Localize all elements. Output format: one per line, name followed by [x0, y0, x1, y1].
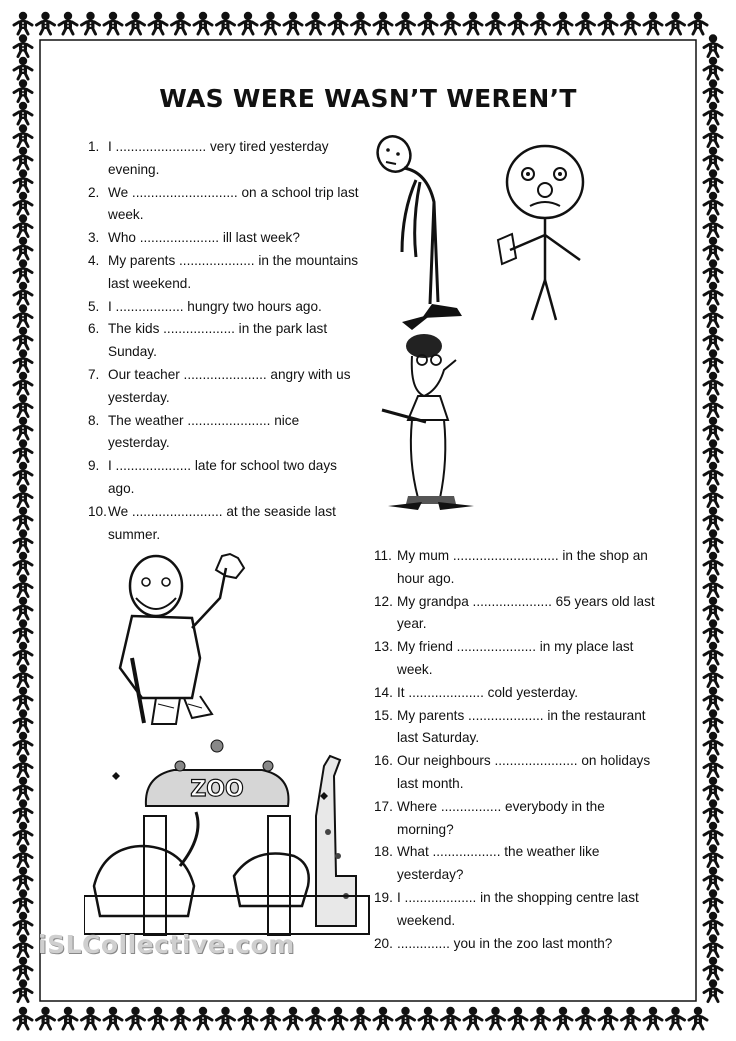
- question-number: 13.: [374, 639, 393, 655]
- gingerbread-figure: [532, 1007, 550, 1029]
- gingerbread-figure: [704, 57, 722, 79]
- gingerbread-figure: [464, 1007, 482, 1029]
- gingerbread-figure: [554, 1007, 572, 1029]
- question-item: [374, 750, 664, 796]
- gingerbread-figure: [704, 259, 722, 281]
- gingerbread-figure: [704, 372, 722, 394]
- question-number: 6.: [88, 321, 100, 337]
- gingerbread-figure: [704, 799, 722, 821]
- gingerbread-figure: [14, 912, 32, 934]
- gingerbread-figure: [689, 12, 707, 34]
- gingerbread-figure: [599, 1007, 617, 1029]
- gingerbread-figure: [104, 12, 122, 34]
- question-number: 19.: [374, 889, 393, 905]
- gingerbread-figure: [239, 1007, 257, 1029]
- question-item: [374, 933, 664, 956]
- gingerbread-figure: [14, 687, 32, 709]
- gingerbread-figure: [14, 124, 32, 146]
- question-text: I ................... in the shopping centre last weekend.: [397, 889, 639, 928]
- question-number: 18.: [374, 844, 393, 860]
- gingerbread-figure: [14, 12, 32, 34]
- question-item: [374, 636, 664, 682]
- gingerbread-figure: [352, 12, 370, 34]
- angry-teacher-illustration: [378, 330, 488, 520]
- question-number: 5.: [88, 298, 100, 314]
- gingerbread-figure: [14, 642, 32, 664]
- question-text: I .................... late for school two days ago.: [108, 458, 337, 496]
- gingerbread-figure: [704, 867, 722, 889]
- question-text: I .................. hungry two hours ago.: [108, 298, 322, 314]
- zoo-sign-text: ZOO: [190, 777, 244, 802]
- gingerbread-figure: [149, 1007, 167, 1029]
- gingerbread-figure: [577, 12, 595, 34]
- gingerbread-figure: [704, 34, 722, 56]
- question-item: [374, 705, 664, 751]
- question-text: The weather ...................... nice yesterday.: [108, 412, 300, 451]
- question-number: 12.: [374, 593, 393, 609]
- gingerbread-figure: [14, 439, 32, 461]
- gingerbread-figure: [149, 12, 167, 34]
- gingerbread-figure: [704, 642, 722, 664]
- question-number: 9.: [88, 458, 100, 474]
- gingerbread-figure: [14, 709, 32, 731]
- question-item: [88, 501, 364, 547]
- question-item: [374, 591, 664, 637]
- gingerbread-figure: [14, 957, 32, 979]
- question-item: [88, 227, 364, 250]
- gingerbread-figure: [704, 664, 722, 686]
- gingerbread-figure: [704, 529, 722, 551]
- gingerbread-figure: [577, 1007, 595, 1029]
- gingerbread-figure: [704, 889, 722, 911]
- question-number: 15.: [374, 707, 393, 723]
- gingerbread-figure: [14, 889, 32, 911]
- gingerbread-figure: [14, 552, 32, 574]
- worksheet-title: WAS WERE WASN’T WEREN’T: [159, 84, 577, 113]
- gingerbread-figure: [704, 777, 722, 799]
- gingerbread-figure: [82, 12, 100, 34]
- question-number: 17.: [374, 798, 393, 814]
- gingerbread-figure: [464, 12, 482, 34]
- gingerbread-figure: [644, 1007, 662, 1029]
- question-item: [88, 250, 364, 296]
- question-number: 14.: [374, 684, 393, 700]
- question-item: [88, 364, 364, 410]
- gingerbread-figure: [104, 1007, 122, 1029]
- gingerbread-figure: [14, 282, 32, 304]
- gingerbread-figure: [704, 214, 722, 236]
- question-text: Our neighbours ...................... on holidays last month.: [397, 753, 651, 791]
- gingerbread-figure: [599, 12, 617, 34]
- gingerbread-figure: [704, 124, 722, 146]
- gingerbread-figure: [397, 1007, 415, 1029]
- gingerbread-figure: [704, 192, 722, 214]
- gingerbread-figure: [14, 529, 32, 551]
- question-item: [88, 182, 364, 228]
- question-list-right: [374, 545, 664, 955]
- question-list-left: [88, 136, 364, 546]
- sick-stick-figure-illustration: [490, 140, 600, 330]
- gingerbread-figure: [14, 304, 32, 326]
- question-text: The kids ................... in the park last Sunday.: [108, 321, 328, 360]
- gingerbread-figure: [704, 732, 722, 754]
- gingerbread-figure: [262, 12, 280, 34]
- zoo-illustration: [84, 736, 374, 936]
- gingerbread-figure: [644, 12, 662, 34]
- question-text: My parents .................... in the restaurant last Saturday.: [397, 707, 646, 746]
- question-number: 16.: [374, 753, 393, 769]
- gingerbread-figure: [307, 1007, 325, 1029]
- gingerbread-figure: [487, 1007, 505, 1029]
- gingerbread-figure: [14, 867, 32, 889]
- question-text: It .................... cold yesterday.: [397, 684, 579, 700]
- gingerbread-figure: [239, 12, 257, 34]
- gingerbread-figure: [532, 12, 550, 34]
- question-number: 10.: [88, 503, 107, 519]
- gingerbread-figure: [704, 822, 722, 844]
- gingerbread-figure: [217, 1007, 235, 1029]
- gingerbread-figure: [419, 12, 437, 34]
- gingerbread-figure: [704, 462, 722, 484]
- gingerbread-figure: [262, 1007, 280, 1029]
- question-number: 3.: [88, 230, 100, 246]
- gingerbread-figure: [487, 12, 505, 34]
- gingerbread-figure: [374, 12, 392, 34]
- gingerbread-figure: [14, 259, 32, 281]
- gingerbread-figure: [622, 12, 640, 34]
- gingerbread-figure: [284, 12, 302, 34]
- gingerbread-figure: [59, 1007, 77, 1029]
- gingerbread-figure: [14, 192, 32, 214]
- gingerbread-figure: [704, 484, 722, 506]
- gingerbread-figure: [374, 1007, 392, 1029]
- question-number: 8.: [88, 412, 100, 428]
- gingerbread-figure: [14, 1007, 32, 1029]
- gingerbread-figure: [307, 12, 325, 34]
- gingerbread-figure: [509, 1007, 527, 1029]
- gingerbread-figure: [127, 12, 145, 34]
- gingerbread-figure: [14, 934, 32, 956]
- gingerbread-figure: [329, 1007, 347, 1029]
- grandpa-illustration: [96, 548, 256, 728]
- question-number: 4.: [88, 252, 100, 268]
- question-item: [88, 410, 364, 456]
- question-text: My mum ............................ in the shop an hour ago.: [397, 548, 648, 586]
- question-text: Our teacher ...................... angry with us yesterday.: [108, 366, 351, 405]
- gingerbread-figure: [704, 552, 722, 574]
- gingerbread-figure: [14, 799, 32, 821]
- gingerbread-figure: [622, 1007, 640, 1029]
- gingerbread-figure: [14, 34, 32, 56]
- gingerbread-figure: [704, 349, 722, 371]
- question-text: My friend ..................... in my place last week.: [397, 639, 634, 677]
- gingerbread-figure: [14, 237, 32, 259]
- gingerbread-figure: [704, 912, 722, 934]
- question-item: [88, 136, 364, 182]
- gingerbread-figure: [14, 417, 32, 439]
- question-text: Who ..................... ill last week?: [108, 230, 300, 246]
- gingerbread-figure: [14, 507, 32, 529]
- gingerbread-figure: [14, 169, 32, 191]
- question-item: [374, 545, 664, 591]
- gingerbread-figure: [172, 1007, 190, 1029]
- gingerbread-figure: [704, 327, 722, 349]
- gingerbread-figure: [14, 349, 32, 371]
- gingerbread-figure: [14, 619, 32, 641]
- gingerbread-figure: [509, 12, 527, 34]
- question-item: [374, 796, 664, 842]
- gingerbread-figure: [554, 12, 572, 34]
- gingerbread-figure: [14, 754, 32, 776]
- gingerbread-figure: [397, 12, 415, 34]
- gingerbread-figure: [14, 394, 32, 416]
- gingerbread-figure: [59, 12, 77, 34]
- gingerbread-figure: [14, 664, 32, 686]
- gingerbread-figure: [442, 1007, 460, 1029]
- gingerbread-figure: [704, 619, 722, 641]
- question-text: My parents .................... in the mountains last weekend.: [108, 252, 359, 291]
- question-text: Where ................ everybody in the morning?: [397, 798, 605, 837]
- gingerbread-figure: [704, 169, 722, 191]
- site-watermark: iSLCollective.com: [38, 930, 295, 959]
- gingerbread-figure: [704, 282, 722, 304]
- gingerbread-figure: [704, 507, 722, 529]
- gingerbread-figure: [14, 327, 32, 349]
- gingerbread-figure: [172, 12, 190, 34]
- gingerbread-figure: [217, 12, 235, 34]
- question-text: We ........................ at the seaside last summer.: [108, 503, 336, 542]
- gingerbread-figure: [442, 12, 460, 34]
- gingerbread-figure: [704, 687, 722, 709]
- gingerbread-figure: [194, 12, 212, 34]
- gingerbread-figure: [14, 844, 32, 866]
- gingerbread-figure: [704, 934, 722, 956]
- question-text: .............. you in the zoo last month?: [397, 935, 613, 951]
- gingerbread-figure: [329, 12, 347, 34]
- gingerbread-figure: [14, 732, 32, 754]
- gingerbread-figure: [667, 1007, 685, 1029]
- gingerbread-figure: [37, 12, 55, 34]
- gingerbread-figure: [704, 237, 722, 259]
- question-item: [374, 841, 664, 887]
- gingerbread-figure: [352, 1007, 370, 1029]
- gingerbread-figure: [14, 214, 32, 236]
- gingerbread-figure: [14, 484, 32, 506]
- gingerbread-figure: [14, 979, 32, 1001]
- gingerbread-figure: [14, 597, 32, 619]
- gingerbread-figure: [419, 1007, 437, 1029]
- gingerbread-figure: [14, 822, 32, 844]
- gingerbread-figure: [704, 304, 722, 326]
- gingerbread-figure: [704, 439, 722, 461]
- question-item: [88, 318, 364, 364]
- gingerbread-figure: [284, 1007, 302, 1029]
- gingerbread-figure: [704, 417, 722, 439]
- gingerbread-figure: [14, 777, 32, 799]
- question-item: [88, 296, 364, 319]
- question-number: 11.: [374, 548, 392, 563]
- question-number: 7.: [88, 366, 100, 382]
- tired-stick-figure-illustration: [372, 132, 472, 332]
- question-item: [374, 887, 664, 933]
- gingerbread-figure: [704, 979, 722, 1001]
- question-text: What .................. the weather like yesterday?: [397, 844, 600, 883]
- gingerbread-figure: [704, 147, 722, 169]
- gingerbread-figure: [14, 147, 32, 169]
- gingerbread-figure: [704, 957, 722, 979]
- question-item: [374, 682, 664, 705]
- gingerbread-figure: [704, 597, 722, 619]
- gingerbread-figure: [704, 574, 722, 596]
- gingerbread-figure: [689, 1007, 707, 1029]
- gingerbread-figure: [667, 12, 685, 34]
- question-item: [88, 455, 364, 501]
- gingerbread-figure: [194, 1007, 212, 1029]
- question-number: 20.: [374, 935, 393, 951]
- gingerbread-figure: [704, 754, 722, 776]
- gingerbread-figure: [704, 709, 722, 731]
- gingerbread-figure: [704, 394, 722, 416]
- gingerbread-figure: [704, 844, 722, 866]
- gingerbread-figure: [82, 1007, 100, 1029]
- gingerbread-figure: [14, 57, 32, 79]
- question-text: My grandpa ..................... 65 years old last year.: [397, 593, 655, 632]
- gingerbread-figure: [127, 1007, 145, 1029]
- question-number: 2.: [88, 184, 100, 200]
- gingerbread-figure: [14, 574, 32, 596]
- question-text: We ............................ on a school trip last week.: [108, 184, 359, 223]
- question-text: I ........................ very tired yesterday evening.: [108, 139, 329, 177]
- gingerbread-figure: [37, 1007, 55, 1029]
- gingerbread-figure: [14, 462, 32, 484]
- question-number: 1.: [88, 139, 100, 154]
- gingerbread-figure: [14, 372, 32, 394]
